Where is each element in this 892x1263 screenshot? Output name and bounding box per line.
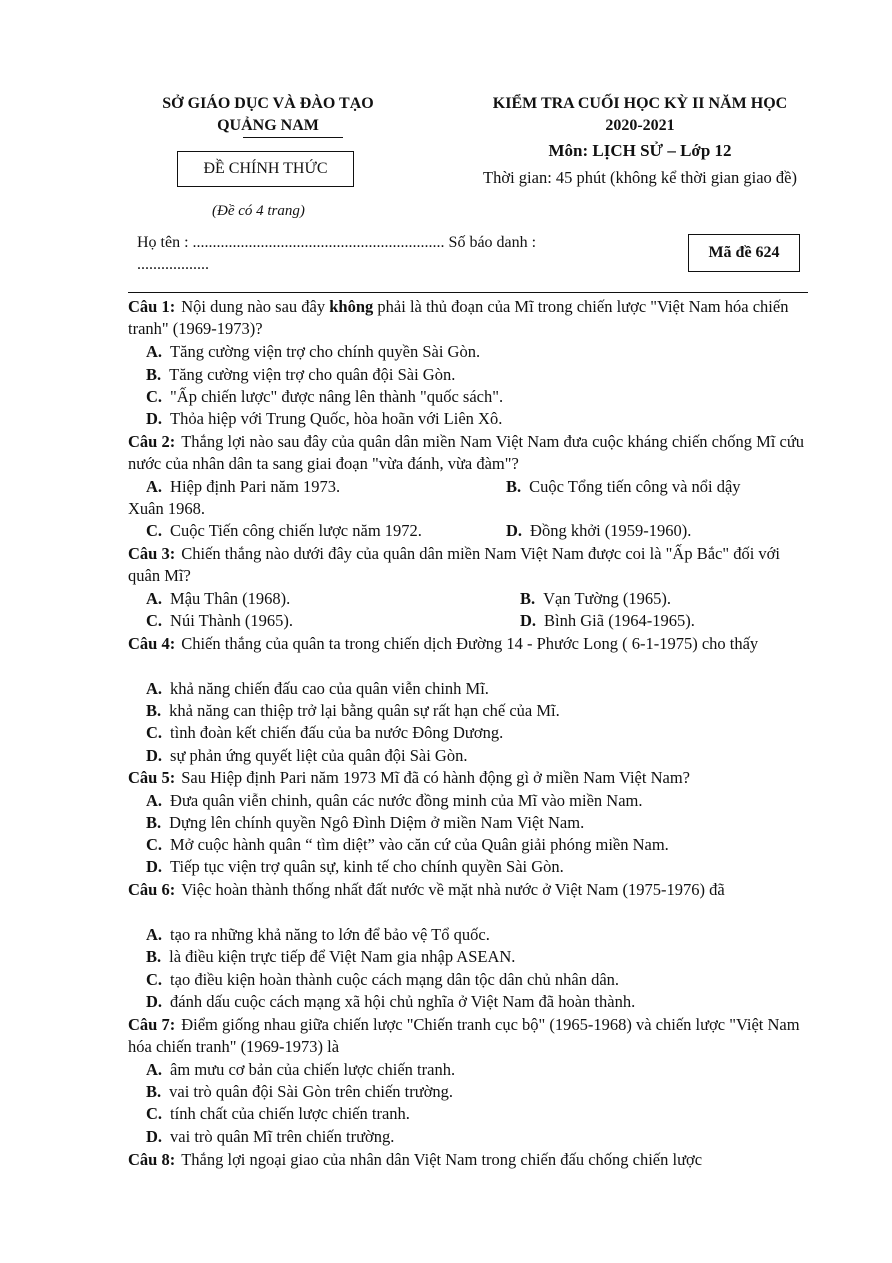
option-7d: D. vai trò quân Mĩ trên chiến trường.	[146, 1127, 395, 1146]
option-5b: B. Dựng lên chính quyền Ngô Đình Diệm ở miền Nam Việt Nam.	[146, 813, 585, 832]
option-1c: C. "Ấp chiến lược" được nâng lên thành "quốc sách".	[146, 387, 504, 406]
question-text: Chiến thắng của quân ta trong chiến dịch Đường 14 - Phước Long ( 6-1-1975) cho thấy	[181, 634, 759, 653]
exam-title-line1: KIỂM TRA CUỐI HỌC KỲ II NĂM HỌC	[492, 95, 788, 112]
question-2	[128, 431, 813, 476]
option-6d: D. đánh dấu cuộc cách mạng xã hội chủ nghĩa ở Việt Nam đã hoàn thành.	[146, 992, 636, 1011]
option-7c: C. tính chất của chiến lược chiến tranh.	[146, 1104, 410, 1123]
option-3b: B. Vạn Tường (1965).	[520, 589, 671, 608]
option-6a: A. tạo ra những khả năng to lớn để bảo vệ Tổ quốc.	[146, 925, 490, 944]
option-3d: D. Bình Giã (1964-1965).	[520, 611, 695, 630]
option-2d: D. Đồng khởi (1959-1960).	[506, 521, 692, 540]
question-1	[128, 296, 813, 341]
question-label: Câu 3:	[128, 544, 176, 563]
option-2a: A. Hiệp định Pari năm 1973.	[146, 477, 341, 496]
option-4c: C. tình đoàn kết chiến đấu của ba nước Đông Dương.	[146, 723, 504, 742]
question-emphasis: không	[329, 297, 374, 316]
option-3a: A. Mậu Thân (1968).	[146, 589, 291, 608]
question-text: Thắng lợi ngoại giao của nhân dân Việt Nam trong chiến đấu chống chiến lược	[181, 1150, 703, 1169]
question-7	[128, 1014, 813, 1059]
question-4	[128, 633, 813, 655]
option-7b: B. vai trò quân đội Sài Gòn trên chiến trường.	[146, 1082, 454, 1101]
question-text: Thắng lợi nào sau đây của quân dân miền Nam Việt Nam đưa cuộc kháng chiến chống Mĩ cứu nước của nhân dân ta sang giai đoạn "vừa đánh, vừa đàm"?	[128, 432, 805, 474]
exam-time: Thời gian: 45 phút (không kể thời gian giao đề)	[483, 168, 797, 187]
header-underline	[243, 137, 343, 138]
question-text: Sau Hiệp định Pari năm 1973 Mĩ đã có hành động gì ở miền Nam Việt Nam?	[181, 768, 690, 787]
option-4b: B. khả năng can thiệp trở lại bằng quân sự rất hạn chế của Mĩ.	[146, 701, 560, 720]
question-text: Nội dung nào sau đây	[181, 297, 330, 316]
exam-subject: Môn: LỊCH SỬ – Lớp 12	[548, 141, 732, 160]
option-2c: C. Cuộc Tiến công chiến lược năm 1972.	[146, 521, 422, 540]
question-label: Câu 7:	[128, 1015, 176, 1034]
department-header	[128, 93, 408, 137]
header-divider	[128, 292, 808, 293]
option-7a: A. âm mưu cơ bản của chiến lược chiến tranh.	[146, 1060, 456, 1079]
option-6c: C. tạo điều kiện hoàn thành cuộc cách mạng dân tộc dân chủ nhân dân.	[146, 970, 620, 989]
exam-title-line2: 2020-2021	[605, 117, 675, 134]
option-5c: C. Mở cuộc hành quân “ tìm diệt” vào căn cứ của Quân giải phóng miền Nam.	[146, 835, 669, 854]
option-5a: A. Đưa quân viễn chinh, quân các nước đồng minh của Mĩ vào miền Nam.	[146, 791, 643, 810]
question-label: Câu 6:	[128, 880, 176, 899]
option-2b: B. Cuộc Tổng tiến công và nổi dậy	[506, 477, 741, 496]
option-4d: D. sự phản ứng quyết liệt của quân đội Sài Gòn.	[146, 746, 468, 765]
option-2b-cont: Xuân 1968.	[128, 499, 205, 518]
question-5	[128, 767, 813, 789]
option-1a: A. Tăng cường viện trợ cho chính quyền Sài Gòn.	[146, 342, 481, 361]
department-name: SỞ GIÁO DỤC VÀ ĐÀO TẠO	[162, 95, 374, 112]
question-3	[128, 543, 813, 588]
province-name: QUẢNG NAM	[217, 117, 319, 134]
page-count-note: (Đề có 4 trang)	[212, 203, 305, 219]
question-text: Việc hoàn thành thống nhất đất nước về mặt nhà nước ở Việt Nam (1975-1976) đã	[181, 880, 725, 899]
question-text: phải là thủ đoạn của Mĩ trong chiến lược "Việt Nam hóa chiến tranh" (1969-1973)?	[128, 297, 789, 339]
option-4a: A. khả năng chiến đấu cao của quân viễn chinh Mĩ.	[146, 679, 489, 698]
official-exam-box: ĐỀ CHÍNH THỨC	[177, 151, 354, 187]
exam-code-box: Mã đề 624	[688, 234, 800, 272]
question-label: Câu 4:	[128, 634, 176, 653]
option-6b: B. là điều kiện trực tiếp để Việt Nam gia nhập ASEAN.	[146, 947, 516, 966]
question-8	[128, 1149, 813, 1171]
question-label: Câu 1:	[128, 297, 176, 316]
question-6	[128, 879, 813, 901]
question-label: Câu 2:	[128, 432, 176, 451]
student-info-line: Họ tên : ............................................................... Số báo danh :	[137, 234, 537, 251]
question-text: Chiến thắng nào dưới đây của quân dân miền Nam Việt Nam được coi là "Ấp Bắc" đối với quân Mĩ?	[128, 544, 780, 586]
question-text: Điểm giống nhau giữa chiến lược "Chiến tranh cục bộ" (1965-1968) và chiến lược "Việt Nam hóa chiến tranh" (1969-1973) là	[128, 1015, 800, 1057]
option-1d: D. Thỏa hiệp với Trung Quốc, hòa hoãn với Liên Xô.	[146, 409, 503, 428]
option-3c: C. Núi Thành (1965).	[146, 611, 294, 630]
question-label: Câu 5:	[128, 768, 176, 787]
student-info-line-cont: ..................	[137, 256, 209, 273]
question-label: Câu 8:	[128, 1150, 176, 1169]
option-1b: B. Tăng cường viện trợ cho quân đội Sài Gòn.	[146, 365, 456, 384]
exam-title	[415, 93, 865, 137]
option-5d: D. Tiếp tục viện trợ quân sự, kinh tế cho chính quyền Sài Gòn.	[146, 857, 564, 876]
